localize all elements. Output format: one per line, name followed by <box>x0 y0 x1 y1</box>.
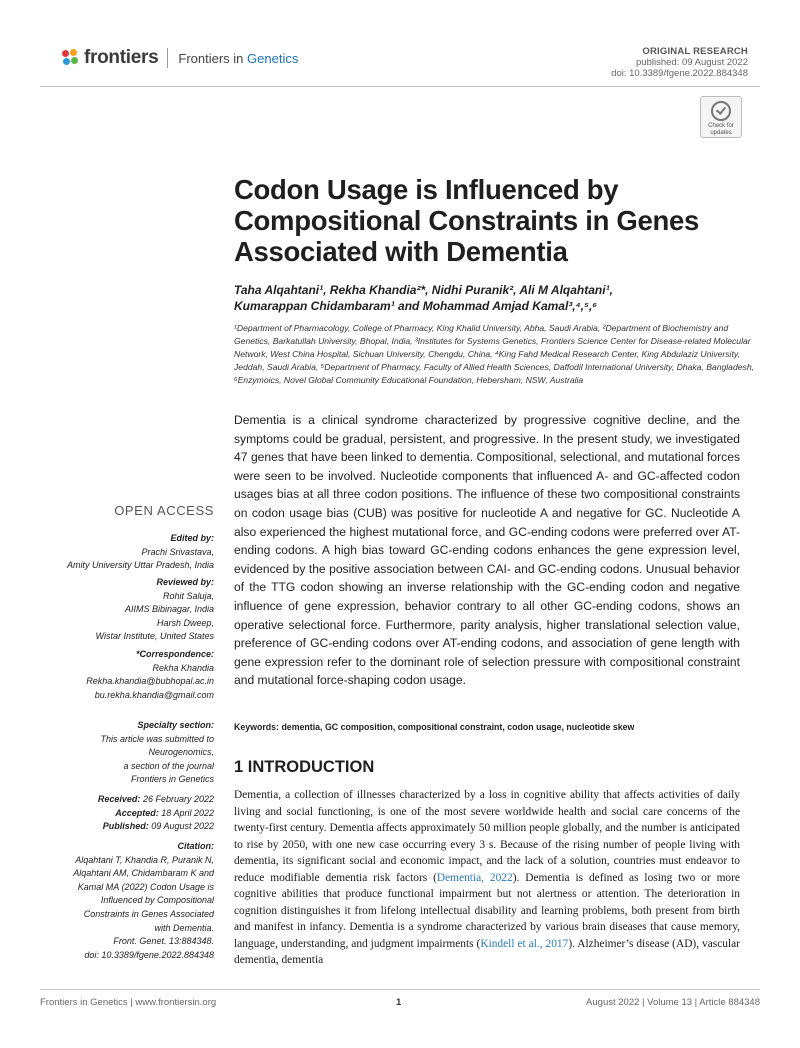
check-icon <box>711 101 731 121</box>
author-list <box>234 282 754 314</box>
page-number: 1 <box>396 997 402 1008</box>
keywords <box>234 722 754 732</box>
email-link[interactable]: bu.rekha.khandia@gmail.com <box>94 689 214 700</box>
introduction-text: Dementia, a collection of illnesses characterized by a loss in cognitive ability that affects activities of daily living and social functioning, is one of the most severe worldwide health and social care concerns of the twenty-first century. Dementia affects approximately 50 million people globally, and the number is anticipated to rise by 2050, with one new case occurring every 3 s. Because of the rising number of people living with dementia, its significant social and economic impact, and the lack of a solution, countries must endeavor to reduce modifiable dementia risk factors (Dementia, 2022). Dementia is defined as losing two or more cognitive abilities that produce functional impairment but not alertness or attention. The deterioration in cognition distinguishes it from lifelong intellectual disability and learning problems, both present from birth and manifest in infancy. Dementia is a syndrome characterized by various brain diseases that cause memory, language, understanding, and judgment impairments (Kindell et al., 2017). Alzheimer’s disease (AD), vascular dementia, dementia <box>234 789 740 967</box>
article-type: ORIGINAL RESEARCH <box>642 46 748 57</box>
correspondence: *Correspondence: Rekha Khandia Rekha.khandia@bubhopal.ac.in bu.rekha.khandia@gmail.com <box>44 648 214 702</box>
brand-name: frontiers <box>84 47 159 68</box>
logo-divider <box>167 48 168 68</box>
keywords-list: dementia, GC composition, compositional constraint, codon usage, nucleotide skew <box>281 722 635 732</box>
email-link[interactable]: Rekha.khandia@bubhopal.ac.in <box>86 676 214 687</box>
authors-line-1: Taha Alqahtani¹, Rekha Khandia²*, Nidhi Puranik², Ali M Alqahtani¹, <box>234 283 613 297</box>
dates: Received: 26 February 2022 Accepted: 18 April 2022 Published: 09 August 2022 <box>97 794 214 832</box>
check-for-updates-badge[interactable] <box>700 96 742 138</box>
article-doi[interactable]: doi: 10.3389/fgene.2022.884348 <box>611 68 748 79</box>
citation: Citation: Alqahtani T, Khandia R, Puranik N, Alqahtani AM, Chidambaram K and Kamal MA (2022) Codon Usage is Influenced by Compositional Constraints in Genes Associated with Dementia. Front. Genet. 13:884348. doi: 10.3389/fgene.2022.884348 <box>73 841 214 960</box>
keywords-label: Keywords: <box>234 722 279 732</box>
frontiers-logo[interactable] <box>62 46 298 70</box>
edited-by: Edited by: Prachi Srivastava, Amity University Uttar Pradesh, India <box>66 533 214 571</box>
affiliations: ¹Department of Pharmacology, College of Pharmacy, King Khalid University, Abha, Saudi Arabia, ²Department of Biochemistry and Genetics, Barkatullah University, Bhopal, India, ³Institutes for Systems Genetics, Frontiers Science Center for Disease-related Molecular Network, West China Hospital, Sichuan University, Chengdu, China, ⁴King Fahd Medical Research Center, King Abdulaziz University, Jeddah, Saudi Arabia, ⁵Department of Pharmacy, Faculty of Allied Health Sciences, Daffodil International University, Dhaka, Bangladesh, ⁶Enzymoics, Novel Global Community Educational Foundation, Hebersham, NSW, Australia <box>234 323 754 386</box>
citation-link[interactable]: Kindell et al., 2017 <box>480 937 569 950</box>
reviewed-by: Reviewed by: Rohit Saluja, AIIMS Bibinagar, India Harsh Dweep, Wistar Institute, United States <box>95 577 214 642</box>
specialty-section: Specialty section: This article was submitted to Neurogenomics, a section of the journal Frontiers in Genetics <box>100 720 214 785</box>
journal-name: Frontiers in Genetics <box>178 50 299 66</box>
citation-link[interactable]: Dementia, 2022 <box>436 871 513 884</box>
footer-issue-info: August 2022 | Volume 13 | Article 884348 <box>586 997 760 1008</box>
article-title: Codon Usage is Influenced by Compositional Constraints in Genes Associated with Dementia <box>234 174 699 267</box>
check-badge-label: Check for updates <box>708 123 734 136</box>
published-date: published: 09 August 2022 <box>636 57 748 68</box>
article-meta <box>611 46 748 79</box>
frontiers-dots-icon <box>62 49 80 67</box>
authors-line-2: Kumarappan Chidambaram¹ and Mohammad Amjad Kamal³,⁴,⁵,⁶ <box>234 299 598 313</box>
header-divider <box>40 86 760 87</box>
open-access-label: OPEN ACCESS <box>114 503 214 518</box>
abstract: Dementia is a clinical syndrome characterized by progressive cognitive decline, and the symptoms could be gradual, persistent, and progressive. In the present study, we investigated 47 genes that have been linked to dementia. Compositional, selectional, and mutational forces were seen to be involved. Nucleotide components that influenced A- and GC-affected codon usages bias at all three codon positions. The influence of these two compositional constraints on codon usage bias (CUB) was positive for nucleotide A and negative for GC. Nucleotide A also experienced the highest mutational force, and GC-ending codons were preferred over AT-ending codons. A high bias toward GC-ending codons enhances the gene expression level, evidenced by the positive association between CAI- and GC-ending codons. Unusual behavior of the TTG codon showing an inverse relationship with the GC-ending codon and negative influence of gene expression, behavior contrary to all other GC-ending codons, shows an operative selectional force. Furthermore, parity analysis, higher translational selection value, preference of GC-ending codons over AT-ending codons, and association of gene length with gene expression refer to the dominant role of selection pressure with compositional constraint and mutational force-shaping codon usage. <box>234 413 740 688</box>
footer-journal-link[interactable]: Frontiers in Genetics | www.frontiersin.org <box>40 997 217 1008</box>
section-heading: 1 INTRODUCTION <box>234 758 375 776</box>
footer-divider <box>40 989 760 990</box>
